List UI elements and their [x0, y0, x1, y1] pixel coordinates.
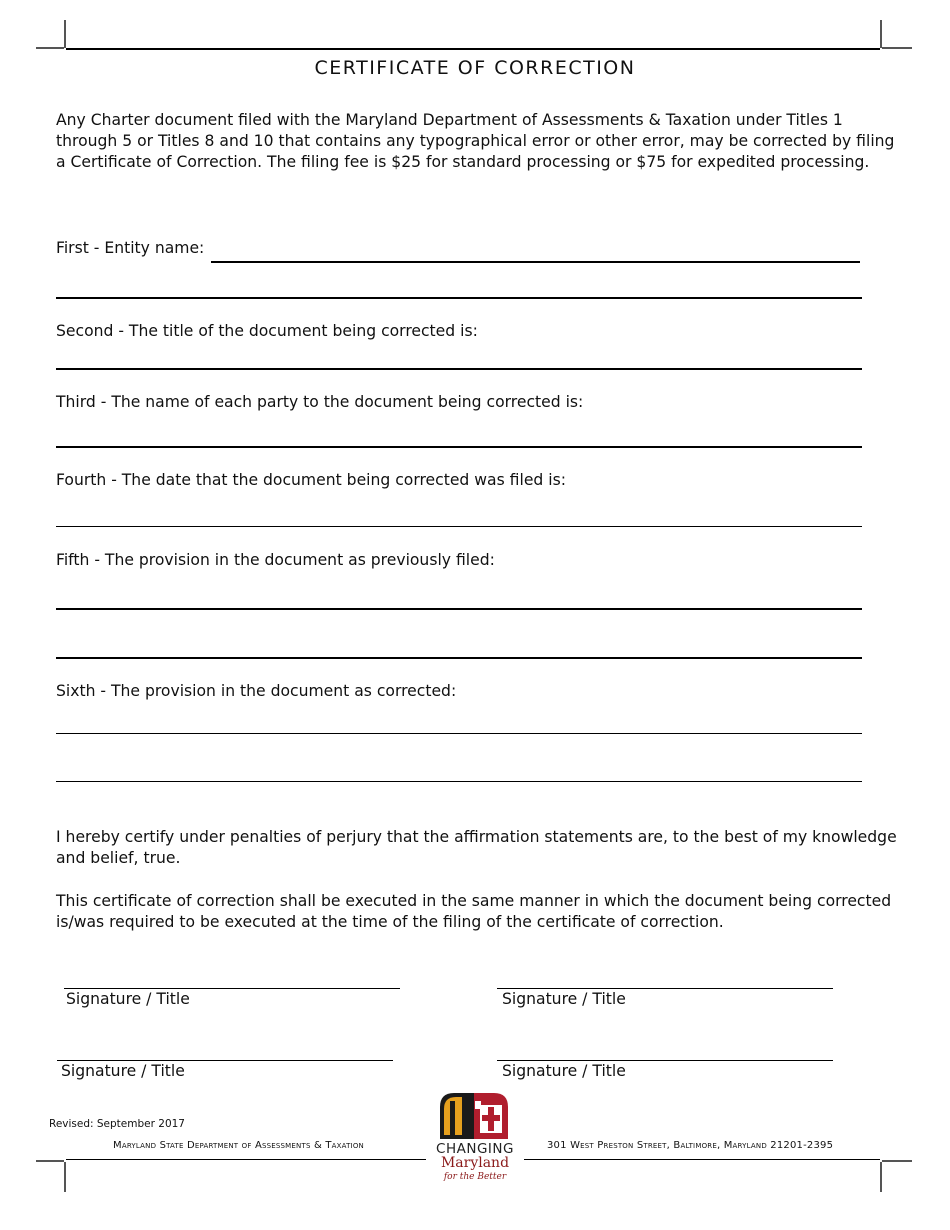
- fifth-field-label: Fifth - The provision in the document as previously filed:: [56, 551, 495, 569]
- first-field-label: First - Entity name:: [56, 239, 205, 257]
- third-field-label: Third - The name of each party to the document being corrected is:: [56, 393, 584, 411]
- filing-date-line[interactable]: [56, 526, 862, 527]
- signature-title-label: Signature / Title: [502, 1062, 626, 1080]
- agency-name: Maryland State Department of Assessments & Taxation: [113, 1140, 364, 1151]
- party-names-line[interactable]: [56, 446, 862, 448]
- maryland-flag-logo-icon: [440, 1093, 508, 1139]
- signature-title-label: Signature / Title: [61, 1062, 185, 1080]
- previous-provision-line-1[interactable]: [56, 608, 862, 610]
- entity-name-line-2[interactable]: [56, 297, 862, 299]
- crop-mark-bottom-right-v: [880, 1162, 882, 1192]
- crop-mark-bottom-left-v: [64, 1162, 66, 1192]
- agency-address: 301 West Preston Street, Baltimore, Maryland 21201-2395: [547, 1140, 834, 1151]
- corrected-provision-line-1[interactable]: [56, 733, 862, 734]
- document-title-line[interactable]: [56, 368, 862, 370]
- crop-mark-top-left-v: [64, 20, 66, 48]
- signature-title-label: Signature / Title: [502, 990, 626, 1008]
- top-border-rule: [66, 48, 880, 50]
- sixth-field-label: Sixth - The provision in the document as corrected:: [56, 682, 457, 700]
- signature-line-1[interactable]: [64, 988, 400, 989]
- crop-mark-top-left-h: [36, 47, 64, 49]
- crop-mark-top-right-v: [880, 20, 882, 48]
- signature-line-3[interactable]: [57, 1060, 393, 1061]
- signature-line-2[interactable]: [497, 988, 833, 989]
- revision-date: Revised: September 2017: [49, 1118, 185, 1130]
- entity-name-line[interactable]: [211, 261, 860, 263]
- crop-mark-bottom-right-h: [882, 1160, 912, 1162]
- crop-mark-bottom-left-h: [36, 1160, 64, 1162]
- logo-text-tagline: for the Better: [443, 1172, 507, 1182]
- previous-provision-line-2[interactable]: [56, 657, 862, 659]
- footer-rule-right: [524, 1159, 880, 1160]
- execution-statement: This certificate of correction shall be executed in the same manner in which the document being corrected is/was required to be executed at the time of the filing of the certificate of correction.: [56, 892, 892, 931]
- intro-paragraph: Any Charter document filed with the Maryland Department of Assessments & Taxation under Titles 1 through 5 or Titles 8 and 10 that contains any typographical error or other error, may be corrected by filing a Certificate of Correction. The filing fee is $25 for standard processing or $75 for expedited processing.: [56, 111, 895, 171]
- footer-rule-left: [66, 1159, 426, 1160]
- signature-line-4[interactable]: [497, 1060, 833, 1061]
- fourth-field-label: Fourth - The date that the document being corrected was filed is:: [56, 471, 566, 489]
- crop-mark-top-right-h: [882, 47, 912, 49]
- logo-text-maryland: Maryland: [440, 1155, 510, 1171]
- certify-statement: I hereby certify under penalties of perjury that the affirmation statements are, to the best of my knowledge and belief, true.: [56, 828, 897, 867]
- corrected-provision-line-2[interactable]: [56, 781, 862, 782]
- signature-title-label: Signature / Title: [66, 990, 190, 1008]
- logo-text-changing: CHANGING: [436, 1141, 514, 1157]
- second-field-label: Second - The title of the document being corrected is:: [56, 322, 478, 340]
- document-title: CERTIFICATE OF CORRECTION: [314, 57, 636, 79]
